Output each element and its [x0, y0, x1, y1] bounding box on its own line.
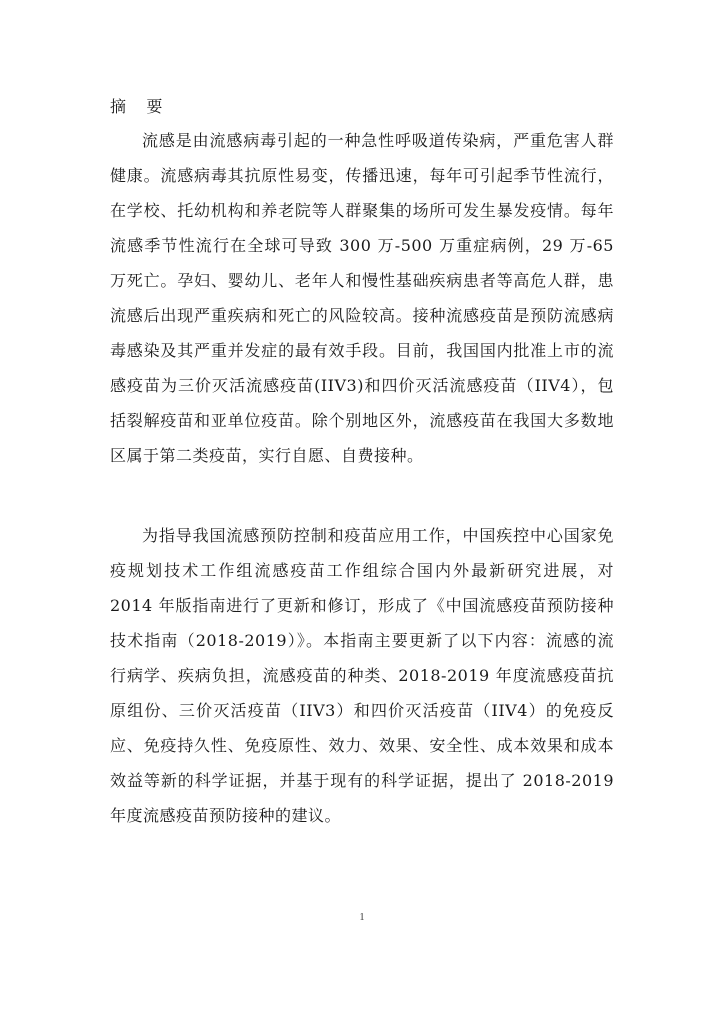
- abstract-paragraph-1: 流感是由流感病毒引起的一种急性呼吸道传染病，严重危害人群健康。流感病毒其抗原性易变，传播迅速，每年可引起季节性流行，在学校、托幼机构和养老院等人群聚集的场所可发生暴发疫情。每年流感季节性流行在全球可导致 300 万-500 万重症病例，29 万-65 万死亡。孕妇、婴幼儿、老年人和慢性基础疾病患者等高危人群，患流感后出现严重疾病和死亡的风险较高。接种流感疫苗是预防流感病毒感染及其严重并发症的最有效手段。目前，我国国内批准上市的流感疫苗为三价灭活流感疫苗(IIV3)和四价灭活流感疫苗（IIV4），包括裂解疫苗和亚单位疫苗。除个别地区外，流感疫苗在我国大多数地区属于第二类疫苗，实行自愿、自费接种。: [110, 131, 614, 465]
- page-number: 1: [359, 912, 365, 923]
- abstract-paragraph-2: 为指导我国流感预防控制和疫苗应用工作，中国疾控中心国家免疫规划技术工作组流感疫苗工作组综合国内外最新研究进展，对 2014 年版指南进行了更新和修订，形成了《中国流感疫苗预防接种技术指南（2018-2019）》。本指南主要更新了以下内容：流感的流行病学、疾病负担，流感疫苗的种类、2018-2019 年度流感疫苗抗原组份、三价灭活疫苗（IIV3）和四价灭活疫苗（IIV4）的免疫反应、免疫持久性、免疫原性、效力、效果、安全性、成本效果和成本效益等新的科学证据，并基于现有的科学证据，提出了 2018-2019 年度流感疫苗预防接种的建议。: [110, 526, 614, 825]
- section-heading-abstract: 摘 要: [110, 97, 163, 116]
